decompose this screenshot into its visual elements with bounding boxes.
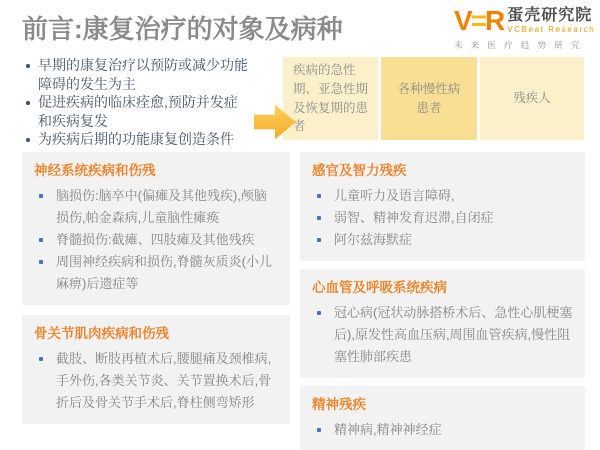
- intro-bullet-list: [22, 56, 249, 149]
- panel-item: 脑损伤:脑卒中(偏瘫及其他残疾),颅脑损伤,帕金森病,儿童脑性瘫痪: [34, 185, 278, 229]
- panel-item: 儿童听力及语言障碍,: [312, 185, 573, 207]
- panel-item: 截肢、断肢再植术后,腰腿痛及颈椎病,手外伤,各类关节炎、关节置换术后,骨折后及骨关节手术后,脊柱侧弯矫形: [34, 348, 278, 414]
- panel-musculoskeletal: [22, 315, 290, 424]
- panel-item: 精神病,精神神经症: [312, 419, 573, 441]
- target-group-acute-patients: 疾病的急性期、亚急性期及恢复期的患者: [283, 57, 378, 140]
- panel-item: 弱智、精神发育迟滞,自闭症: [312, 207, 573, 229]
- target-groups-row: [283, 57, 585, 140]
- vcbeat-logo-icon: V=R: [454, 5, 504, 36]
- vcbeat-logo: [454, 5, 596, 51]
- panel-title: 心血管及呼吸系统疾病: [312, 280, 447, 295]
- panel-sensory-intellectual: [300, 152, 585, 261]
- category-columns: [22, 152, 585, 450]
- panel-item: 阿尔兹海默症: [312, 229, 573, 251]
- intro-bullet: 促进疾病的临床痊愈,预防并发症和疾病复发: [22, 93, 249, 130]
- panel-item: 周围神经疾病和损伤,脊髓灰质炎(小儿麻痹)后遗症等: [34, 251, 278, 295]
- right-column: [300, 152, 585, 450]
- panel-item: 脊髓损伤:截瘫、四肢瘫及其他残疾: [34, 229, 278, 251]
- panel-title: 精神残疾: [312, 397, 366, 412]
- panel-mental-disability: [300, 386, 585, 450]
- panel-title: 神经系统疾病和伤残: [34, 163, 156, 178]
- panel-title: 骨关节肌肉疾病和伤残: [34, 326, 169, 341]
- panel-nervous-system: [22, 152, 290, 305]
- left-column: [22, 152, 290, 424]
- page-title: 前言:康复治疗的对象及病种: [22, 14, 343, 44]
- panel-cardiovascular-respiratory: [300, 269, 585, 378]
- intro-bullet: 早期的康复治疗以预防或减少功能障碍的发生为主: [22, 56, 249, 93]
- logo-tagline: 未来医疗趋势研究: [454, 40, 588, 50]
- intro-bullet: 为疾病后期的功能康复创造条件: [22, 130, 249, 149]
- target-group-disabled: 残疾人: [480, 57, 584, 140]
- panel-title: 感官及智力残疾: [312, 163, 407, 178]
- logo-name-en: VCBeat Research: [507, 25, 596, 34]
- logo-name-cn: 蛋壳研究院: [507, 7, 593, 24]
- target-group-chronic-patients: 各种慢性病患者: [381, 57, 477, 140]
- panel-item: 冠心病(冠状动脉搭桥术后、急性心肌梗塞后),原发性高血压病,周围血管疾病,慢性阻塞性肺部疾患: [312, 302, 573, 368]
